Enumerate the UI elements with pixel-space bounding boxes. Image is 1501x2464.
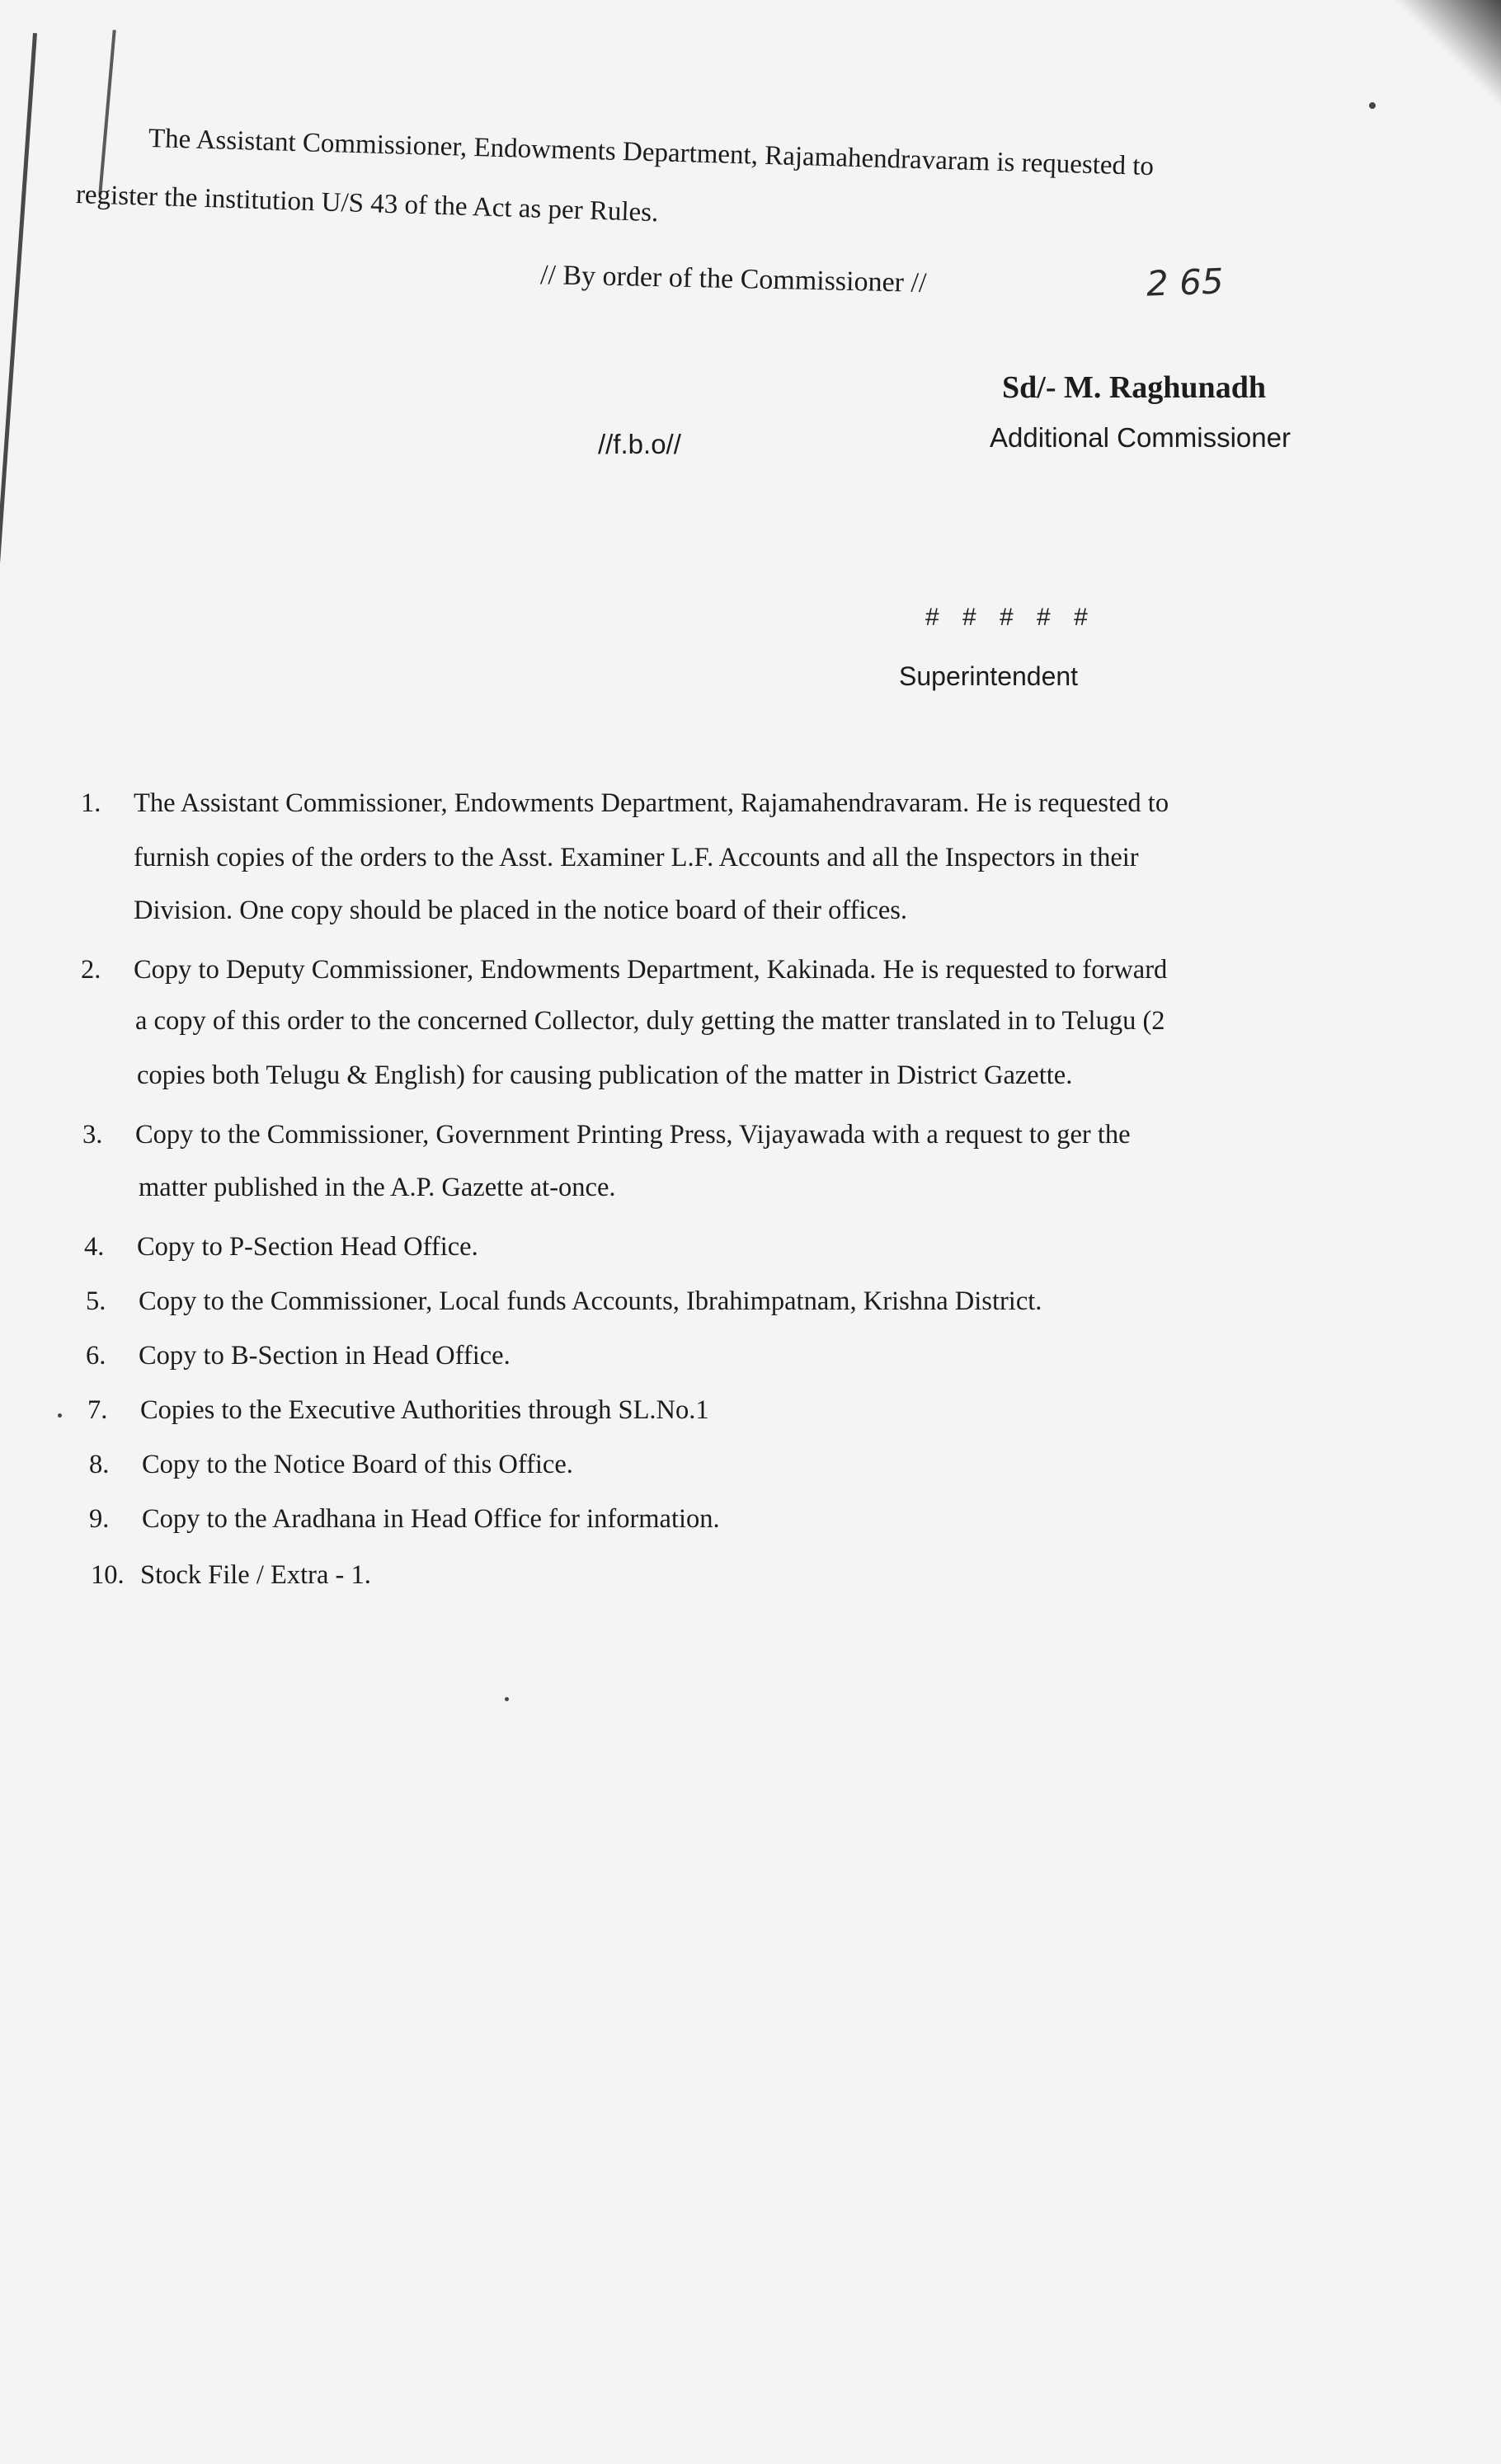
copy-item-number: 5. [86, 1286, 106, 1316]
copy-item-7 [87, 1384, 709, 1437]
hash-separator: # # # # # [925, 604, 1096, 631]
copy-item-text: Copy to the Commissioner, Local funds Accounts, Ibrahimpatnam, Krishna District. [139, 1286, 1042, 1316]
copy-item-6 [86, 1329, 511, 1382]
copy-item-1-line-3: Division. One copy should be placed in the notice board of their offices. [134, 896, 908, 925]
superintendent-label: Superintendent [899, 661, 1079, 691]
signatory-title: Additional Commissioner [990, 422, 1291, 453]
scan-speck [58, 1413, 62, 1418]
copy-item-3-line-2: matter published in the A.P. Gazette at-once. [139, 1173, 616, 1202]
copy-item-9 [89, 1493, 720, 1545]
copy-item-5 [86, 1275, 1042, 1328]
copy-item-2-line-2: a copy of this order to the concerned Collector, duly getting the matter translated in to Telugu (2 [135, 1006, 1165, 1036]
signatory-name: Sd/- M. Raghunadh [1002, 370, 1266, 405]
copy-item-3 [82, 1108, 1131, 1161]
copy-item-text: The Assistant Commissioner, Endowments Department, Rajamahendravaram. He is requested to [134, 788, 1169, 818]
scan-speck [1369, 102, 1376, 109]
copy-item-text: Copy to the Aradhana in Head Office for information. [142, 1504, 720, 1534]
copy-item-number: 6. [86, 1341, 106, 1371]
copy-item-number: 2. [81, 955, 101, 985]
handwritten-number: 2 65 [1146, 261, 1225, 304]
copy-item-number: 8. [89, 1450, 110, 1479]
copy-item-number: 10. [91, 1560, 125, 1590]
copy-item-number: 9. [89, 1504, 110, 1534]
copy-item-number: 3. [82, 1120, 103, 1150]
header-paragraph-line-2: register the institution U/S 43 of the Act as per Rules. [75, 180, 659, 228]
by-order-line: // By order of the Commissioner // [539, 260, 927, 299]
copy-item-2-line-3: copies both Telugu & English) for causing publication of the matter in District Gazette. [137, 1060, 1073, 1090]
copy-item-number: 1. [81, 788, 101, 818]
copy-item-1 [81, 777, 1169, 830]
copy-item-number: 4. [84, 1232, 105, 1262]
copy-item-text: Copy to B-Section in Head Office. [139, 1341, 511, 1371]
copy-item-10 [91, 1549, 371, 1601]
header-paragraph-line-1: The Assistant Commissioner, Endowments Department, Rajamahendravaram is requested to [148, 124, 1155, 182]
copy-item-number: 7. [87, 1395, 108, 1425]
copy-item-text: Copy to the Notice Board of this Office. [142, 1450, 573, 1479]
copy-item-1-line-2: furnish copies of the orders to the Asst. Examiner L.F. Accounts and all the Inspectors in their [134, 843, 1139, 872]
copy-item-text: Copy to P-Section Head Office. [137, 1232, 478, 1262]
copy-item-8 [89, 1438, 573, 1491]
copy-item-2 [81, 943, 1167, 996]
copy-item-text: Copy to Deputy Commissioner, Endowments Department, Kakinada. He is requested to forward [134, 955, 1168, 985]
copy-item-4 [84, 1220, 478, 1273]
copy-item-text: Copies to the Executive Authorities through SL.No.1 [140, 1395, 709, 1425]
scan-speck [505, 1697, 509, 1701]
copy-item-text: Copy to the Commissioner, Government Printing Press, Vijayawada with a request to ger the [135, 1120, 1131, 1150]
fbo-note: //f.b.o// [598, 429, 681, 459]
copy-item-text: Stock File / Extra - 1. [140, 1560, 371, 1590]
